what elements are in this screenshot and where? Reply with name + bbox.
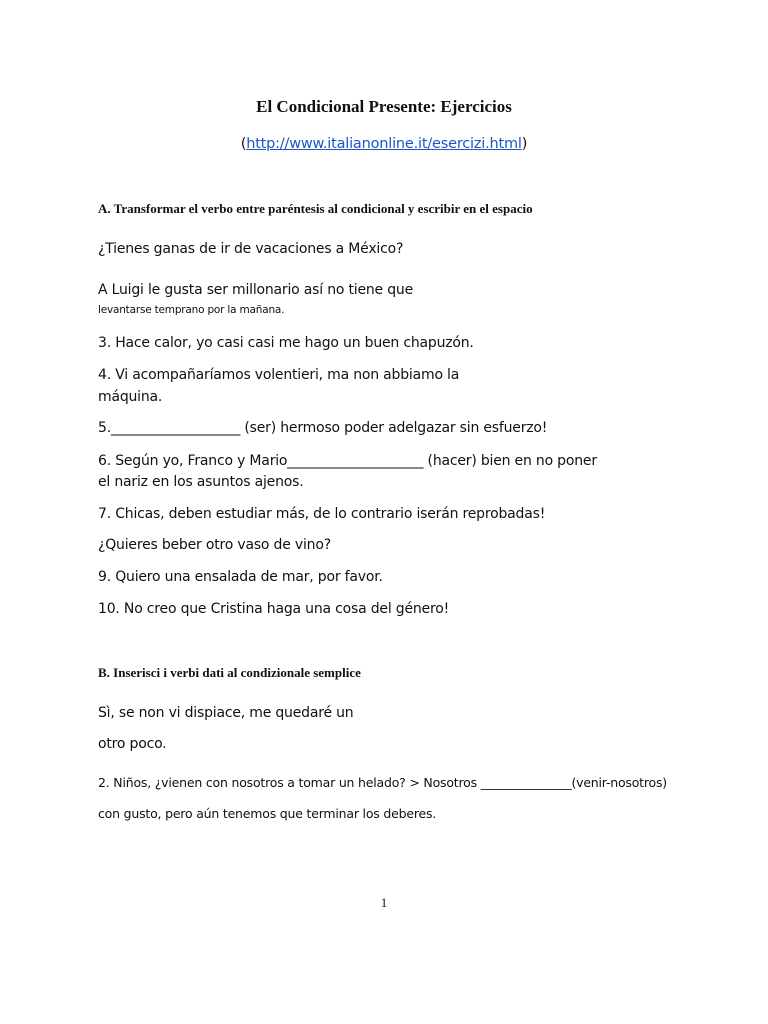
exercise-a-6: 6. Según yo, Franco y Mario____________________ (hacer) bien en no poner xyxy=(98,453,597,469)
section-a-heading: A. Transformar el verbo entre paréntesis al condicional y escribir en el espacio xyxy=(98,201,533,216)
exercise-a-1: ¿Tienes ganas de ir de vacaciones a México? xyxy=(98,241,404,257)
open-paren: ( xyxy=(240,136,247,152)
source-link[interactable]: http://www.italianonline.it/esercizi.html xyxy=(246,136,522,152)
section-b-heading: B. Inserisci i verbi dati al condizionale semplice xyxy=(98,665,361,680)
page-number: 1 xyxy=(380,895,388,910)
exercise-a-2: A Luigi le gusta ser millonario así no tiene que xyxy=(98,282,413,298)
exercise-a-5: 5.___________________ (ser) hermoso poder adelgazar sin esfuerzo! xyxy=(98,420,548,436)
exercise-b-2-cont: con gusto, pero aún tenemos que terminar los deberes. xyxy=(98,806,437,821)
exercise-b-2: 2. Niños, ¿vienen con nosotros a tomar un helado? > Nosotros _______________(venir-nosotros) xyxy=(98,775,667,790)
exercise-b-1-cont: otro poco. xyxy=(98,736,167,752)
exercise-a-3: 3. Hace calor, yo casi casi me hago un buen chapuzón. xyxy=(98,335,474,351)
exercise-b-1: Sì, se non vi dispiace, me quedaré un xyxy=(98,705,354,721)
exercise-a-6-cont: el nariz en los asuntos ajenos. xyxy=(98,474,304,490)
exercise-a-7: 7. Chicas, deben estudiar más, de lo contrario iserán reprobadas! xyxy=(98,506,546,522)
exercise-a-8: ¿Quieres beber otro vaso de vino? xyxy=(98,537,331,553)
page-title: El Condicional Presente: Ejercicios xyxy=(256,97,512,116)
source-line xyxy=(0,136,768,152)
close-paren: ) xyxy=(521,136,528,152)
exercise-a-9: 9. Quiero una ensalada de mar, por favor. xyxy=(98,569,383,585)
exercise-a-4-cont: máquina. xyxy=(98,389,163,405)
exercise-a-4: 4. Vi acompañaríamos volentieri, ma non abbiamo la xyxy=(98,367,460,383)
exercise-a-2-cont: levantarse temprano por la mañana. xyxy=(98,304,285,316)
exercise-a-10: 10. No creo que Cristina haga una cosa del género! xyxy=(98,601,449,617)
